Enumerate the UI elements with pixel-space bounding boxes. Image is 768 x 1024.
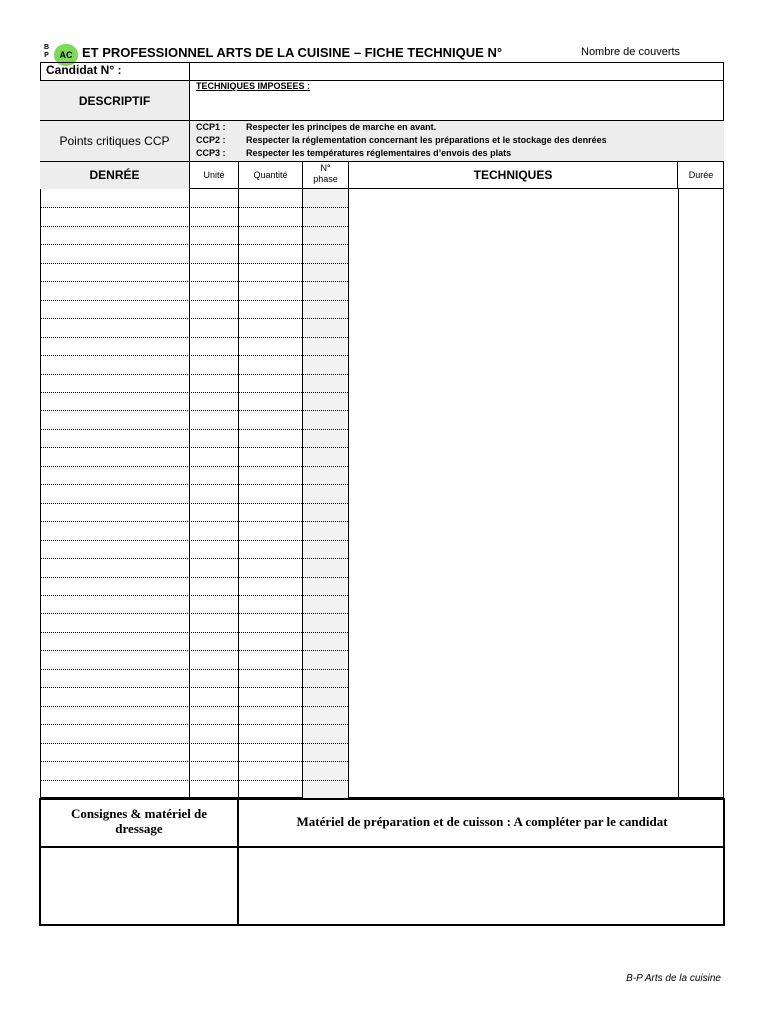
materiel-field[interactable] [239,848,723,924]
page-title: ET PROFESSIONNEL ARTS DE LA CUISINE – FICHE TECHNIQUE N° [82,45,503,60]
ingredient-row[interactable] [41,281,189,299]
ingredient-row-line [41,780,348,781]
ingredient-row[interactable] [41,374,189,392]
ingredient-row[interactable] [41,558,189,576]
footer-text: B-P Arts de la cuisine [626,973,721,984]
ccp-1 [196,122,436,132]
consignes-field[interactable] [41,848,237,924]
ingredient-row[interactable] [41,669,189,687]
ingredient-row[interactable] [41,337,189,355]
ccp-list [190,121,724,162]
duree-column[interactable] [678,189,724,798]
col-header-denree-text: DENRÉE [89,168,140,182]
col-header-duree [678,162,724,189]
candidate-field[interactable] [189,62,724,81]
techniques-area[interactable] [349,189,678,798]
ingredient-row[interactable] [41,318,189,336]
ingredient-row[interactable] [41,650,189,668]
ccp-text: Respecter les températures réglementaires d’envois des plats [246,148,512,158]
ccp-code: CCP1 : [196,122,226,132]
ingredient-row[interactable] [41,207,189,225]
ingredient-row[interactable] [41,447,189,465]
techniques-imposees-label: TECHNIQUES IMPOSEES : [196,81,311,91]
techniques-imposees-field[interactable] [190,81,724,121]
ccp-text: Respecter les principes de marche en avant. [246,122,437,132]
ingredient-row[interactable] [41,613,189,631]
consignes-label: Consignes & matériel de dressage [70,806,208,836]
col-header-phase [303,162,349,189]
col-header-quantite [239,162,303,189]
ingredient-row[interactable] [41,466,189,484]
ingredient-row[interactable] [41,410,189,428]
ingredient-row[interactable] [41,263,189,281]
ingredient-row[interactable] [41,300,189,318]
col-header-phase-text: N° phase [313,163,338,184]
ingredient-row[interactable] [41,743,189,761]
ingredient-row[interactable] [41,687,189,705]
descriptif-label: DESCRIPTIF [78,94,151,108]
ingredient-row[interactable] [41,761,189,779]
ingredient-row[interactable] [41,632,189,650]
ccp-2 [196,135,607,145]
ingredient-row[interactable] [41,540,189,558]
ingredient-row[interactable] [41,503,189,521]
logo-ac-badge: AC [54,44,78,66]
points-critiques-label-cell [40,121,190,162]
covers-label: Nombre de couverts [581,46,681,58]
col-header-techniques [349,162,678,189]
ingredient-row[interactable] [41,484,189,502]
col-header-unite [190,162,239,189]
ingredient-row[interactable] [41,189,189,207]
materiel-label: Matériel de préparation et de cuisson : A compléter par le candidat [296,814,668,829]
ingredient-row[interactable] [41,595,189,613]
ingredient-row[interactable] [41,706,189,724]
ingredient-row[interactable] [41,577,189,595]
candidate-label: Candidat N° : [46,63,122,77]
ccp-text: Respecter la réglementation concernant les préparations et le stockage des denrées [246,135,607,145]
ingredient-row[interactable] [41,724,189,742]
ccp-code: CCP2 : [196,135,226,145]
ingredient-row[interactable] [41,429,189,447]
ingredient-row[interactable] [41,244,189,262]
ingredient-row[interactable] [41,521,189,539]
col-header-quantite-text: Quantité [253,170,288,180]
ingredient-row[interactable] [41,226,189,244]
points-critiques-label: Points critiques CCP [59,134,170,148]
col-header-unite-text: Unité [203,170,225,180]
col-header-techniques-text: TECHNIQUES [473,168,553,182]
col-header-duree-text: Durée [688,170,714,180]
ingredient-row[interactable] [41,355,189,373]
ccp-code: CCP3 : [196,148,226,158]
col-header-denree [40,162,190,189]
descriptif-label-cell [40,81,190,121]
ccp-3 [196,148,511,158]
ingredient-row[interactable] [41,392,189,410]
logo-bp-mark: B P [43,44,50,59]
